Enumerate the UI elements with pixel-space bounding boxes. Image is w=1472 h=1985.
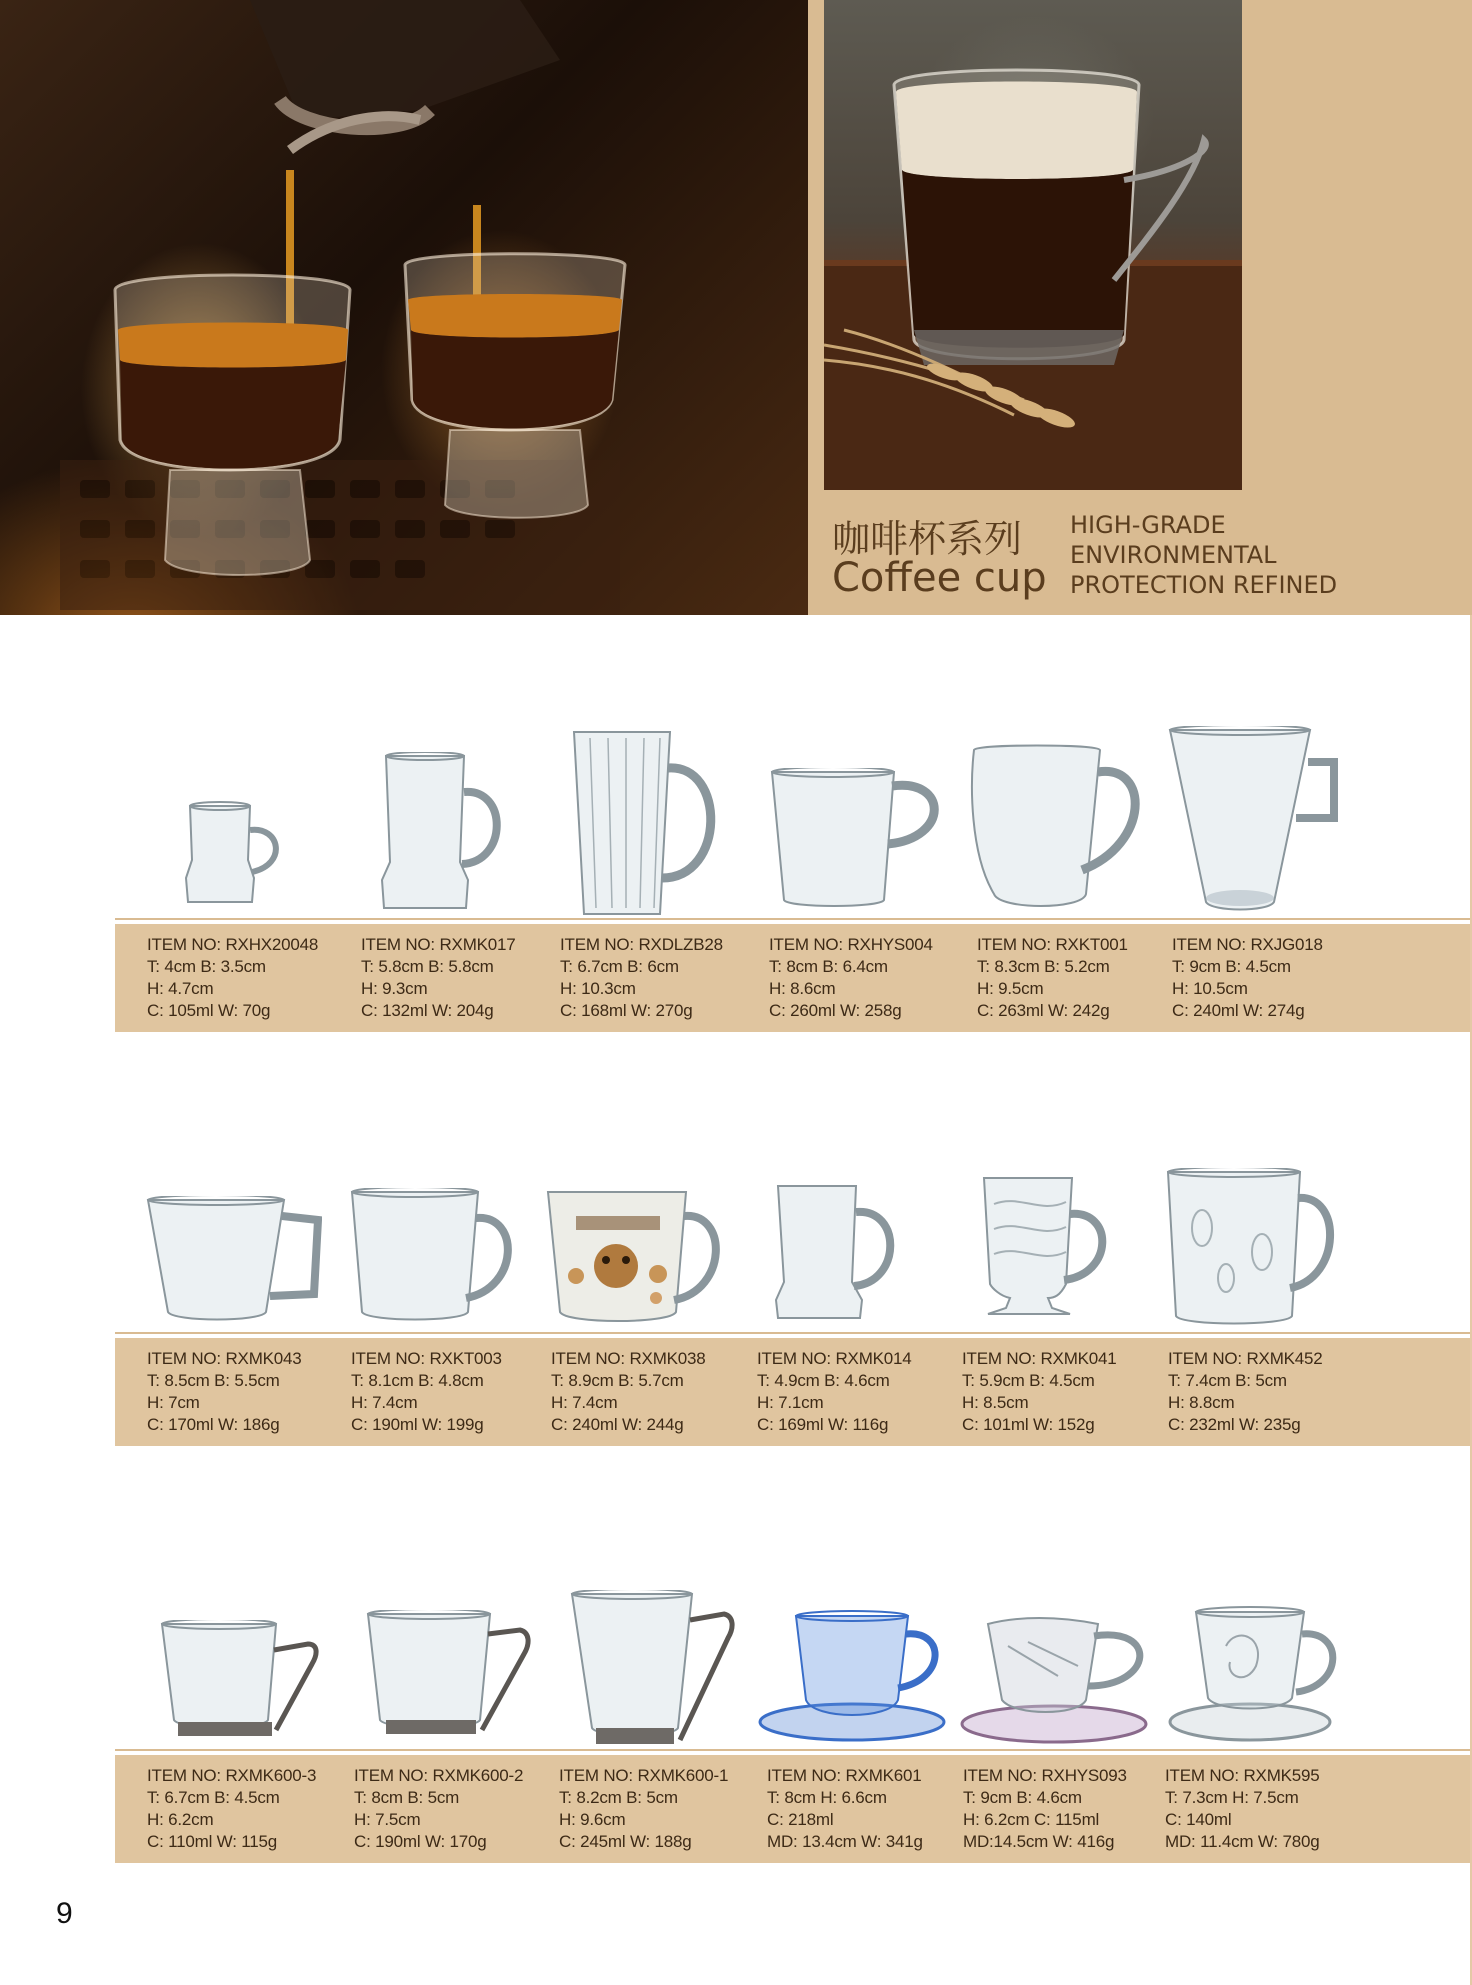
spec-line: T: 5.8cm B: 5.8cm bbox=[361, 957, 494, 976]
cappuccino-photo bbox=[824, 0, 1242, 490]
product-row-2-images bbox=[0, 1160, 1472, 1330]
spec-line: H: 8.8cm bbox=[1168, 1393, 1235, 1412]
product-spec bbox=[351, 1348, 502, 1436]
spec-line: C: 168ml W: 270g bbox=[560, 1001, 693, 1020]
cup-image bbox=[980, 1174, 1116, 1324]
cup-image bbox=[970, 744, 1150, 910]
item-number: ITEM NO: RXHX20048 bbox=[147, 935, 319, 954]
row-divider bbox=[115, 1332, 1472, 1334]
spec-line: C: 263ml W: 242g bbox=[977, 1001, 1110, 1020]
spec-line: H: 8.5cm bbox=[962, 1393, 1029, 1412]
product-spec bbox=[767, 1765, 923, 1853]
spec-line: C: 218ml bbox=[767, 1810, 834, 1829]
spec-line: H: 9.5cm bbox=[977, 979, 1044, 998]
item-number: ITEM NO: RXDLZB28 bbox=[560, 935, 723, 954]
spec-line: H: 7.1cm bbox=[757, 1393, 824, 1412]
cup-image bbox=[570, 1590, 740, 1748]
row-divider bbox=[115, 1749, 1472, 1751]
spec-line: T: 8.5cm B: 5.5cm bbox=[147, 1371, 280, 1390]
item-number: ITEM NO: RXMK600-1 bbox=[559, 1766, 729, 1785]
spec-line: H: 7cm bbox=[147, 1393, 200, 1412]
item-number: ITEM NO: RXKT003 bbox=[351, 1349, 502, 1368]
cup-image bbox=[1166, 1606, 1348, 1746]
cup-image bbox=[146, 1196, 322, 1322]
cup-image bbox=[180, 800, 300, 910]
product-row-3-images bbox=[0, 1580, 1472, 1750]
spec-band-row-3 bbox=[115, 1755, 1472, 1863]
spec-band-row-2 bbox=[115, 1338, 1472, 1446]
spec-line: T: 8.3cm B: 5.2cm bbox=[977, 957, 1110, 976]
item-number: ITEM NO: RXMK043 bbox=[147, 1349, 302, 1368]
spec-line: MD: 11.4cm W: 780g bbox=[1165, 1832, 1320, 1851]
spec-line: C: 240ml W: 274g bbox=[1172, 1001, 1305, 1020]
spec-line: H: 9.3cm bbox=[361, 979, 428, 998]
cup-image bbox=[774, 1182, 914, 1322]
product-spec bbox=[977, 934, 1128, 1022]
spec-line: C: 140ml bbox=[1165, 1810, 1232, 1829]
cup-image bbox=[364, 1610, 534, 1740]
page-number: 9 bbox=[56, 1897, 73, 1930]
spec-line: T: 8.2cm B: 5cm bbox=[559, 1788, 678, 1807]
cup-image bbox=[158, 1620, 324, 1740]
item-number: ITEM NO: RXMK600-3 bbox=[147, 1766, 317, 1785]
spec-line: H: 10.3cm bbox=[560, 979, 636, 998]
spec-line: T: 5.9cm B: 4.5cm bbox=[962, 1371, 1095, 1390]
spec-line: MD:14.5cm W: 416g bbox=[963, 1832, 1115, 1851]
cup-image bbox=[1168, 726, 1340, 912]
item-number: ITEM NO: RXMK600-2 bbox=[354, 1766, 524, 1785]
product-spec bbox=[962, 1348, 1117, 1436]
cappuccino-cup-illustration bbox=[824, 0, 1242, 490]
spec-line: C: 190ml W: 199g bbox=[351, 1415, 484, 1434]
product-spec bbox=[769, 934, 933, 1022]
item-number: ITEM NO: RXHYS093 bbox=[963, 1766, 1127, 1785]
product-spec bbox=[963, 1765, 1127, 1853]
item-number: ITEM NO: RXMK452 bbox=[1168, 1349, 1323, 1368]
spec-line: C: 240ml W: 244g bbox=[551, 1415, 684, 1434]
spec-line: H: 9.6cm bbox=[559, 1810, 626, 1829]
spec-line: C: 105ml W: 70g bbox=[147, 1001, 271, 1020]
spec-line: T: 9cm B: 4.5cm bbox=[1172, 957, 1291, 976]
header-panel bbox=[808, 0, 1472, 615]
spec-line: H: 7.4cm bbox=[351, 1393, 418, 1412]
spec-line: T: 8.9cm B: 5.7cm bbox=[551, 1371, 684, 1390]
tagline-line: HIGH-GRADE bbox=[1070, 511, 1226, 539]
spec-line: T: 6.7cm B: 6cm bbox=[560, 957, 679, 976]
spec-line: C: 169ml W: 116g bbox=[757, 1415, 889, 1434]
row-divider bbox=[115, 918, 1472, 920]
cup-image bbox=[546, 1186, 726, 1326]
spec-line: H: 6.2cm bbox=[147, 1810, 214, 1829]
spec-line: T: 7.4cm B: 5cm bbox=[1168, 1371, 1287, 1390]
spec-band-row-1 bbox=[115, 924, 1472, 1032]
product-spec bbox=[361, 934, 516, 1022]
spec-line: MD: 13.4cm W: 341g bbox=[767, 1832, 923, 1851]
tagline-line: PROTECTION REFINED bbox=[1070, 571, 1338, 599]
item-number: ITEM NO: RXMK041 bbox=[962, 1349, 1117, 1368]
spec-line: H: 7.5cm bbox=[354, 1810, 421, 1829]
product-spec bbox=[1172, 934, 1323, 1022]
tagline bbox=[1070, 510, 1360, 600]
product-spec bbox=[551, 1348, 706, 1436]
spec-line: C: 190ml W: 170g bbox=[354, 1832, 487, 1851]
spec-line: C: 232ml W: 235g bbox=[1168, 1415, 1301, 1434]
product-spec bbox=[559, 1765, 728, 1853]
product-spec bbox=[147, 1765, 316, 1853]
spec-line: C: 110ml W: 115g bbox=[147, 1832, 278, 1851]
item-number: ITEM NO: RXMK017 bbox=[361, 935, 516, 954]
spec-line: T: 8cm B: 6.4cm bbox=[769, 957, 888, 976]
espresso-machine-illustration bbox=[0, 0, 808, 615]
item-number: ITEM NO: RXHYS004 bbox=[769, 935, 933, 954]
product-spec bbox=[757, 1348, 912, 1436]
spec-line: H: 6.2cm C: 115ml bbox=[963, 1810, 1100, 1829]
item-number: ITEM NO: RXJG018 bbox=[1172, 935, 1323, 954]
spec-line: T: 8cm B: 5cm bbox=[354, 1788, 460, 1807]
item-number: ITEM NO: RXMK601 bbox=[767, 1766, 922, 1785]
spec-line: H: 10.5cm bbox=[1172, 979, 1248, 998]
spec-line: C: 101ml W: 152g bbox=[962, 1415, 1095, 1434]
tagline-line: ENVIRONMENTAL bbox=[1070, 541, 1277, 569]
product-spec bbox=[147, 1348, 302, 1436]
spec-line: T: 4.9cm B: 4.6cm bbox=[757, 1371, 890, 1390]
espresso-photo bbox=[0, 0, 808, 615]
product-spec bbox=[560, 934, 723, 1022]
spec-line: T: 8.1cm B: 4.8cm bbox=[351, 1371, 484, 1390]
item-number: ITEM NO: RXMK014 bbox=[757, 1349, 912, 1368]
spec-line: T: 8cm H: 6.6cm bbox=[767, 1788, 887, 1807]
spec-line: H: 8.6cm bbox=[769, 979, 836, 998]
spec-line: C: 170ml W: 186g bbox=[147, 1415, 280, 1434]
series-title-english: Coffee cup bbox=[832, 555, 1047, 601]
spec-line: T: 6.7cm B: 4.5cm bbox=[147, 1788, 280, 1807]
series-title-chinese: 咖啡杯系列 bbox=[832, 517, 1023, 561]
product-spec bbox=[1165, 1765, 1320, 1853]
spec-line: T: 4cm B: 3.5cm bbox=[147, 957, 266, 976]
spec-line: H: 7.4cm bbox=[551, 1393, 618, 1412]
cup-image bbox=[958, 1616, 1158, 1746]
spec-line: C: 245ml W: 188g bbox=[559, 1832, 692, 1851]
product-spec bbox=[1168, 1348, 1323, 1436]
cup-image bbox=[756, 1610, 952, 1746]
product-row-1-images bbox=[0, 700, 1472, 920]
cup-image bbox=[350, 1188, 520, 1324]
item-number: ITEM NO: RXKT001 bbox=[977, 935, 1128, 954]
cup-image bbox=[570, 728, 730, 918]
spec-line: C: 260ml W: 258g bbox=[769, 1001, 902, 1020]
spec-line: H: 4.7cm bbox=[147, 979, 214, 998]
cup-image bbox=[770, 768, 945, 908]
product-spec bbox=[354, 1765, 523, 1853]
product-spec bbox=[147, 934, 318, 1022]
spec-line: T: 9cm B: 4.6cm bbox=[963, 1788, 1082, 1807]
spec-line: T: 7.3cm H: 7.5cm bbox=[1165, 1788, 1299, 1807]
cup-image bbox=[1166, 1168, 1338, 1328]
spec-line: C: 132ml W: 204g bbox=[361, 1001, 494, 1020]
cup-image bbox=[380, 752, 510, 912]
item-number: ITEM NO: RXMK595 bbox=[1165, 1766, 1320, 1785]
item-number: ITEM NO: RXMK038 bbox=[551, 1349, 706, 1368]
